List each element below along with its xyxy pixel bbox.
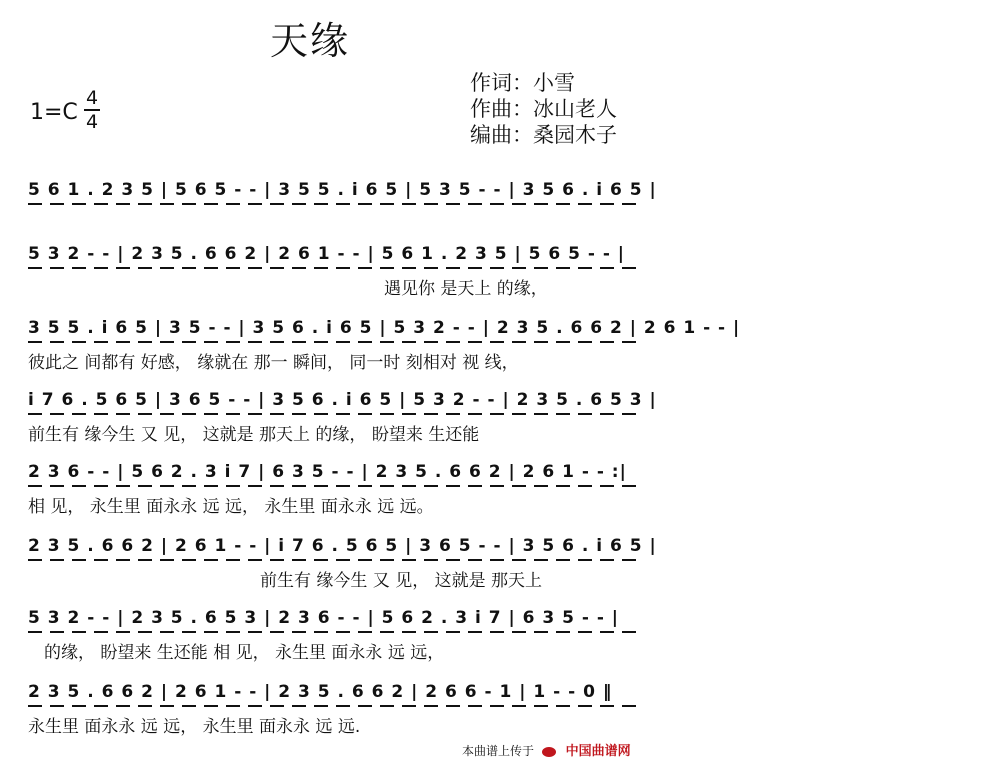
lyric-line: 相 见， 永生里 面永永 远 远， 永生里 面永永 远 远。 [28, 497, 434, 517]
lyricist: 作词：小雪 [470, 71, 575, 95]
meter-top: 4 [85, 87, 99, 109]
meter-bottom: 4 [85, 111, 99, 133]
lyric-line: 前生有 缘今生 又 见， 这就是 那天上 [260, 571, 543, 591]
lyric-line: 的缘， 盼望来 生还能 相 见， 永生里 面永永 远 远， [44, 643, 445, 663]
credits [470, 70, 617, 148]
time-signature [84, 88, 100, 132]
footer [462, 740, 631, 759]
score-row [28, 244, 638, 299]
beam-underline [28, 705, 638, 707]
score-row [28, 608, 638, 663]
notation-line: i 7 6 . 5 6 5 | 3 6 5 - - | 3 5 6 . i 6 5 | 5 3 2 - - | 2 3 5 . 6 5 3 | [28, 390, 657, 410]
beam-underline [28, 341, 638, 343]
beam-underline [28, 413, 638, 415]
lyric-line: 遇见你 是天上 的缘， [384, 279, 548, 299]
beam-underline [28, 203, 638, 205]
score-row [28, 536, 657, 591]
beam-underline [28, 267, 638, 269]
song-title: 天缘 [269, 19, 350, 63]
notation-line: 5 6 1 . 2 3 5 | 5 6 5 - - | 3 5 5 . i 6 5 | 5 3 5 - - | 3 5 6 . i 6 5 | [28, 180, 657, 200]
footer-brand[interactable]: 中国曲谱网 [565, 744, 631, 759]
notation-line: 5 3 2 - - | 2 3 5 . 6 6 2 | 2 6 1 - - | 5 6 1 . 2 3 5 | 5 6 5 - - | [28, 244, 626, 264]
notation-line: 2 3 5 . 6 6 2 | 2 6 1 - - | i 7 6 . 5 6 5 | 3 6 5 - - | 3 5 6 . i 6 5 | [28, 536, 657, 556]
score-row [28, 318, 741, 373]
site-logo-icon [542, 747, 556, 757]
notation-line: 5 3 2 - - | 2 3 5 . 6 5 3 | 2 3 6 - - | 5 6 2 . 3 i 7 | 6 3 5 - - | [28, 608, 620, 628]
lyric-line: 彼此之 间都有 好感， 缘就在 那一 瞬间， 同一时 刻相对 视 线， [28, 353, 519, 373]
arranger: 编曲：桑园木子 [470, 123, 617, 147]
score-row [28, 462, 638, 517]
notation-line: 3 5 5 . i 6 5 | 3 5 - - | 3 5 6 . i 6 5 | 5 3 2 - - | 2 3 5 . 6 6 2 | 2 6 1 - - | [28, 318, 741, 338]
beam-underline [28, 559, 638, 561]
composer: 作曲：冰山老人 [470, 97, 617, 121]
lyric-line: 前生有 缘今生 又 见， 这就是 那天上 的缘， 盼望来 生还能 [28, 425, 480, 445]
lyric-line: 永生里 面永永 远 远， 永生里 面永永 远 远. [28, 717, 361, 737]
score-row [28, 390, 657, 445]
score-row [28, 682, 638, 737]
beam-underline [28, 485, 638, 487]
beam-underline [28, 631, 638, 633]
notation-line: 2 3 5 . 6 6 2 | 2 6 1 - - | 2 3 5 . 6 6 2 | 2 6 6 - 1 | 1 - - 0 ‖ [28, 682, 613, 702]
score-row [28, 180, 657, 220]
key-signature: 1=C [30, 100, 78, 125]
footer-text: 本曲谱上传于 [462, 744, 535, 758]
notation-line: 2 3 6 - - | 5 6 2 . 3 i 7 | 6 3 5 - - | 2 3 5 . 6 6 2 | 2 6 1 - - :| [28, 462, 627, 482]
